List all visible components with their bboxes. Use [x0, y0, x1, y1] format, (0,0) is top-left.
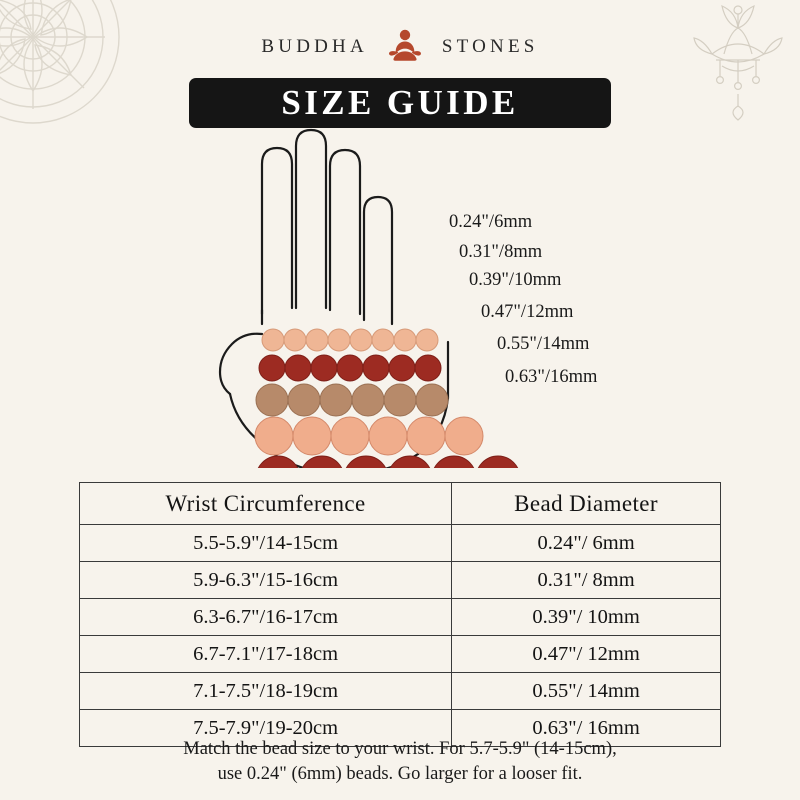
bead-label-10mm: 0.39"/10mm [469, 270, 562, 290]
bracelet-row-10mm [256, 384, 448, 416]
bead-value: 0.31"/ 8mm [452, 562, 721, 599]
bead-value: 0.24"/ 6mm [452, 525, 721, 562]
bracelet-row-12mm [255, 417, 483, 455]
page-title-text: SIZE GUIDE [281, 83, 519, 122]
bead-value: 0.63"/ 16mm [452, 710, 721, 747]
bead-value: 0.55"/ 14mm [452, 673, 721, 710]
bead-label-16mm: 0.63"/16mm [505, 367, 598, 387]
table-row [80, 673, 721, 710]
footer-note-line-1: Match the bead size to your wrist. For 5.7-5.9" (14-15cm), [183, 739, 617, 759]
wrist-value: 6.3-6.7"/16-17cm [80, 599, 452, 636]
bead-label-14mm: 0.55"/14mm [497, 334, 590, 354]
column-header-wrist: Wrist Circumference [80, 483, 452, 525]
wrist-value: 6.7-7.1"/17-18cm [80, 636, 452, 673]
wrist-value: 5.5-5.9"/14-15cm [80, 525, 452, 562]
bead-label-6mm: 0.24"/6mm [449, 212, 533, 232]
bead-label-8mm: 0.31"/8mm [459, 242, 543, 262]
meditating-buddha-icon [382, 26, 428, 68]
page-title [189, 78, 611, 128]
bracelet-row-14mm [256, 456, 520, 468]
hand-with-bracelets-illustration [0, 128, 800, 468]
table-row [80, 562, 721, 599]
bead-label-12mm: 0.47"/12mm [481, 302, 574, 322]
wrist-value: 7.5-7.9"/19-20cm [80, 710, 452, 747]
table-row [80, 636, 721, 673]
brand-word-right: STONES [441, 36, 539, 57]
open-hand-outline-icon [220, 130, 448, 468]
brand-word-left: BUDDHA [261, 36, 368, 57]
table-header-row [80, 483, 721, 525]
bracelet-row-6mm [262, 329, 438, 351]
bead-value: 0.47"/ 12mm [452, 636, 721, 673]
wrist-value: 7.1-7.5"/18-19cm [80, 673, 452, 710]
footer-note [0, 737, 800, 787]
footer-note-line-2: use 0.24" (6mm) beads. Go larger for a looser fit. [217, 764, 583, 784]
brand-header [0, 26, 800, 68]
wrist-value: 5.9-6.3"/15-16cm [80, 562, 452, 599]
column-header-bead: Bead Diameter [452, 483, 721, 525]
bracelet-row-8mm [259, 355, 441, 381]
table-row [80, 599, 721, 636]
bead-value: 0.39"/ 10mm [452, 599, 721, 636]
size-table [79, 482, 721, 747]
table-row [80, 525, 721, 562]
